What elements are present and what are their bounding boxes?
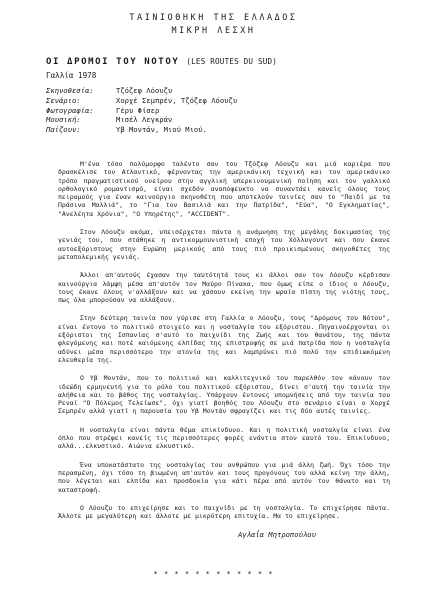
credit-label: Σενάριο:: [46, 95, 81, 105]
essay-body: [58, 160, 390, 530]
film-title-line: [46, 57, 277, 67]
credit-value: Μισέλ Λεγκράν: [116, 115, 173, 125]
credit-label: Σκηνοθεσία:: [46, 86, 94, 95]
essay-paragraph: Η νοσταλγία είναι πάντα θέμα επικίνδυνο. Και η πολιτική νοσταλγία είναι ένα όπλο που στρέφει κανείς τις περισσότερες φορές ενάντια στον εαυτό του. Επικίνδυνο, αλλά...ελκυστικό. Αιώνια ελκυστικό.: [58, 425, 390, 451]
credit-label: Μουσική:: [46, 115, 81, 125]
credit-value: Χορχέ Σεμπρέν, Τζόζεφ Λόουζυ: [116, 95, 238, 105]
essay-paragraph: Στην δεύτερη ταινία που γύρισε στη Γαλλία ο Λόουζυ, τους "Δρόμους του Νότου", είναι έντονο το πολιτικό στοιχείο και η νοσταλγία του εξόριστου. Πηγαινοέρχονται οι εξόριστοι της Ισπανίας σ'αυτό το παιχνίδι της Ζωής και του θανάτου, της πάντα φλεγόμενης και ποτέ καιόμενης ελπίδας της επιστροφής σε μιά πατρίδα που η νοσταλγία αδύνει μέσα περισσότερο την ατονία της και λαμπρύνει πιό πολύ την επιδιωκόμενη ελευθερία της.: [58, 314, 390, 364]
institution-name: ΤΑΙΝΙΟΘΗΚΗ ΤΗΣ ΕΛΛΑΔΟΣ: [129, 12, 298, 22]
credit-row: [46, 106, 237, 116]
credit-label: Παίζουν:: [46, 125, 81, 135]
essay-paragraph: Στον Λόουζυ ακόμα, υπεισέρχεται πάντα η ανάμνηση της μεγάλης δοκιμασίας της γενιάς του, που στάθηκε η αντικομμουνιστική εποχή του Χόλλυγουντ και που έκανε αυτοεξόριστους στην Ευρώπη μερικούς από τους πιό προικισμένους σκηνοθέτες της μεταπολεμικής γενιάς.: [58, 228, 390, 261]
credit-row: [46, 86, 237, 96]
credits-block: [46, 86, 237, 135]
essay-paragraph: Ο Λόουζυ το επιχείρησε και το παιχνίδι με τη νοσταλγία. Το επιχείρησε πάντα. Άλλοτε με μεγαλύτερη και άλλοτε με μικρότερη επιτυχία. Μα το επιχείρησε.: [58, 503, 390, 521]
credit-value: Υβ Μοντάν, Μιού Μιού.: [116, 125, 207, 135]
author-signature: Αγλαΐα Μητροπούλου: [238, 530, 316, 539]
credit-row: [46, 125, 237, 135]
film-country-year: Γαλλία 1978: [46, 71, 97, 80]
film-original-title: (LES ROUTES DU SUD): [186, 57, 278, 66]
credit-value: Γέρυ Φίσερ: [116, 105, 160, 115]
essay-paragraph: Ένα υποκατάστατο της νοσταλγίας του ανθρώπου για μιά άλλη ζωή. Όχι τόσο την περασμένη, όχι τόσο τη βιωμένη απ'αυτόν και τους προγόνους του αλλά κείνη την άλλη, που λέγεται και ελπίδα και προσδοκία για κάτι πέρα από αυτόν τον θάνατο και τη καταστροφή.: [58, 460, 390, 494]
credit-row: [46, 96, 237, 106]
credit-value: Τζόζεφ Λόουζυ: [116, 86, 173, 95]
footer-stars: * * * * * * * * * * * *: [153, 570, 274, 578]
credit-row: [46, 115, 237, 125]
club-name: ΜΙΚΡΗ ΛΕΣΧΗ: [171, 25, 256, 35]
essay-paragraph: Μ'ένα τόσο πολύμορφο ταλέντο σαν του Τζόζεφ Λόουζυ και μιά καριέρα που δρασκέλισε τον Ατλαντικό, φέρνοντας την αμερικάνικη τεχνική και τον αμερικάνικο τρόπο πραγματιστικού ονείρου στην αγγλική υπερκινουμενική ποίηση και τον γαλλικό ορθολογικό ρομαντισμό, είναι σχεδόν αναπόφευκτο να συναντάει κανείς όλους τους πειραμούς για έναν καινούργιο σκηνοθέτη που αποτελούν ταινίες σαν το "Παιδί με τα Πράσινα Μαλλιά", το "Για τον Βασιλιά και την Πατρίδα", "Εύα", "Ο Εγκληματίας", "Ανελέητα Χρόνια", "Ο Υπηρέτης", "ACCIDENT".: [58, 160, 390, 218]
credit-label: Φωτογραφία:: [46, 105, 94, 115]
film-title: ΟΙ ΔΡΟΜΟΙ ΤΟΥ ΝΟΤΟΥ: [46, 57, 180, 67]
essay-paragraph: Ο Υβ Μοντάν, που το πολιτικό και καλλιτεχνικό του παρελθόν τον κάνουν τον ιδεώδη ερμηνευτή για το ρόλο του πολιτικού εξόριστου, δίνει σ'αυτή την ταινία την αλήθεια και το βάθος της νοσταλγίας. Υπάρχουν έντονες υπομνήσεις από την ταινία του Ρεναί "Ο Πόλεμος Τελείωσε", όχι γιατί βοηθός του Λόουζυ στο σενάριο είναι ο Χορχέ Σεμπρέν αλλά γιατί η παρουσία του Υβ Μοντάν σφραγίζει και τις δύο αυτές ταινίες.: [58, 374, 390, 416]
essay-paragraph: Άλλοι απ'αυτούς έχασαν την ταυτότητά τους κι άλλοι σαν τον Λόουζυ κέρδισαν καινούργια λάμψη μέσα απ'αυτόν τον Μαύρο Πίνακα, που όμως είπε ο ίδιος ο Λόουζυ, τους έκανε όλους ν'αλλάξουν και να χάσουν εκείνη την ωραία πίστη της νιότης τους, πως όλα μπορούσαν να αλλάξουν.: [58, 271, 390, 305]
